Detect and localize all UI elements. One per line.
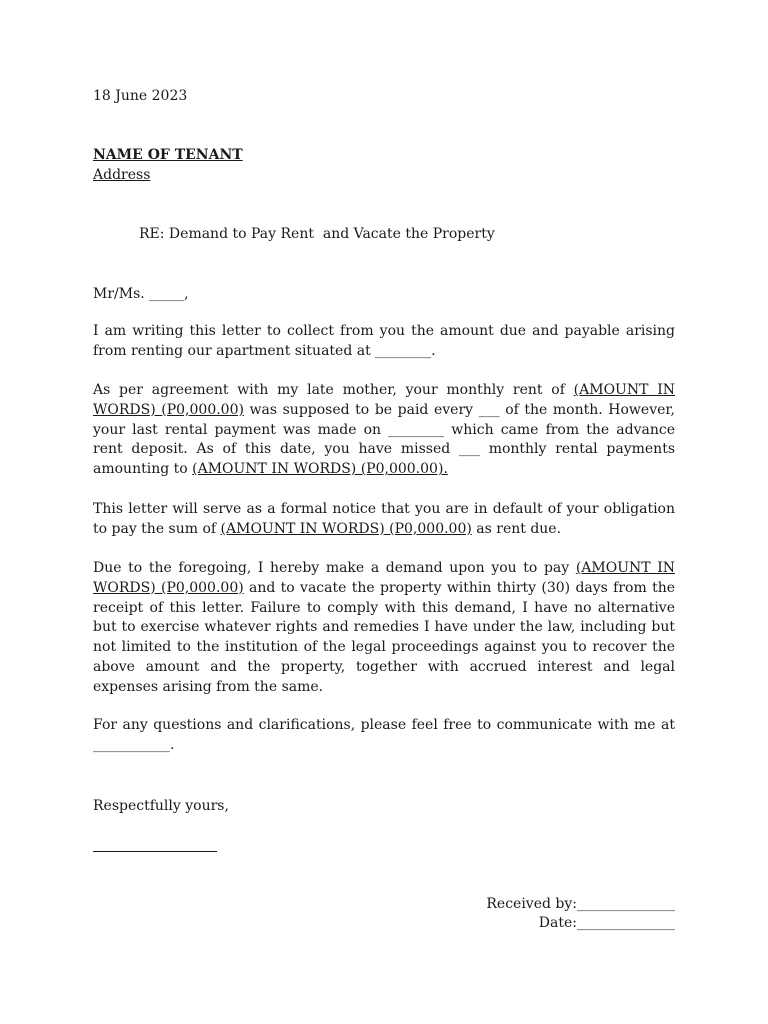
paragraph-notice-text-1: This letter will serve as a formal notice that you are in default of your obligation to pay the sum of: [93, 501, 675, 537]
amount-placeholder: (AMOUNT IN WORDS) (P0,000.00): [220, 520, 472, 537]
salutation: Mr/Ms. _____,: [93, 286, 189, 302]
paragraph-notice: [93, 500, 675, 540]
closing: Respectfully yours,: [93, 798, 229, 814]
amount-placeholder: (AMOUNT IN WORDS) (P0,000.00): [93, 560, 675, 596]
letter-date: 18 June 2023: [93, 88, 188, 104]
paragraph-demand: [93, 559, 675, 697]
amount-placeholder: (AMOUNT IN WORDS) (P0,000.00).: [192, 461, 448, 477]
recipient-name: NAME OF TENANT: [93, 147, 243, 163]
received-date: Date:______________: [538, 915, 675, 931]
amount-placeholder: (AMOUNT IN WORDS) (P0,000.00): [93, 382, 675, 418]
paragraph-collection: I am writing this letter to collect from you the amount due and payable arising from renting our apartment situated at ________.: [93, 323, 675, 359]
received-by: Received by:______________: [486, 896, 675, 912]
paragraph-agreement: [93, 381, 675, 480]
paragraph-agreement-text-1: As per agreement with my late mother, your monthly rent of: [93, 382, 574, 398]
paragraph-demand-text-1: Due to the foregoing, I hereby make a demand upon you to pay: [93, 560, 576, 576]
paragraph-notice-text-2: as rent due.: [471, 520, 562, 537]
signature-line: [93, 851, 217, 852]
subject-line: RE: Demand to Pay Rent and Vacate the Property: [139, 226, 495, 242]
paragraph-agreement-text-2: was supposed to be paid every ___ of the month. However, your last rental payment was made on ________ which came from the advance rent deposit. As of this date, you have missed ___ monthly rental payments amounting to: [93, 401, 675, 477]
paragraph-demand-text-2: and to vacate the property within thirty (30) days from the receipt of this letter. Failure to comply with this demand, I have no alternative but to exercise whatever rights and remedies I have under the law, including but not limited to the institution of the legal proceedings against you to recover the above amount and the property, together with accrued interest and legal expenses arising from the same.: [93, 579, 676, 695]
recipient-address: Address: [93, 167, 151, 183]
paragraph-contact: For any questions and clarifications, please feel free to communicate with me at ___________.: [93, 717, 675, 753]
